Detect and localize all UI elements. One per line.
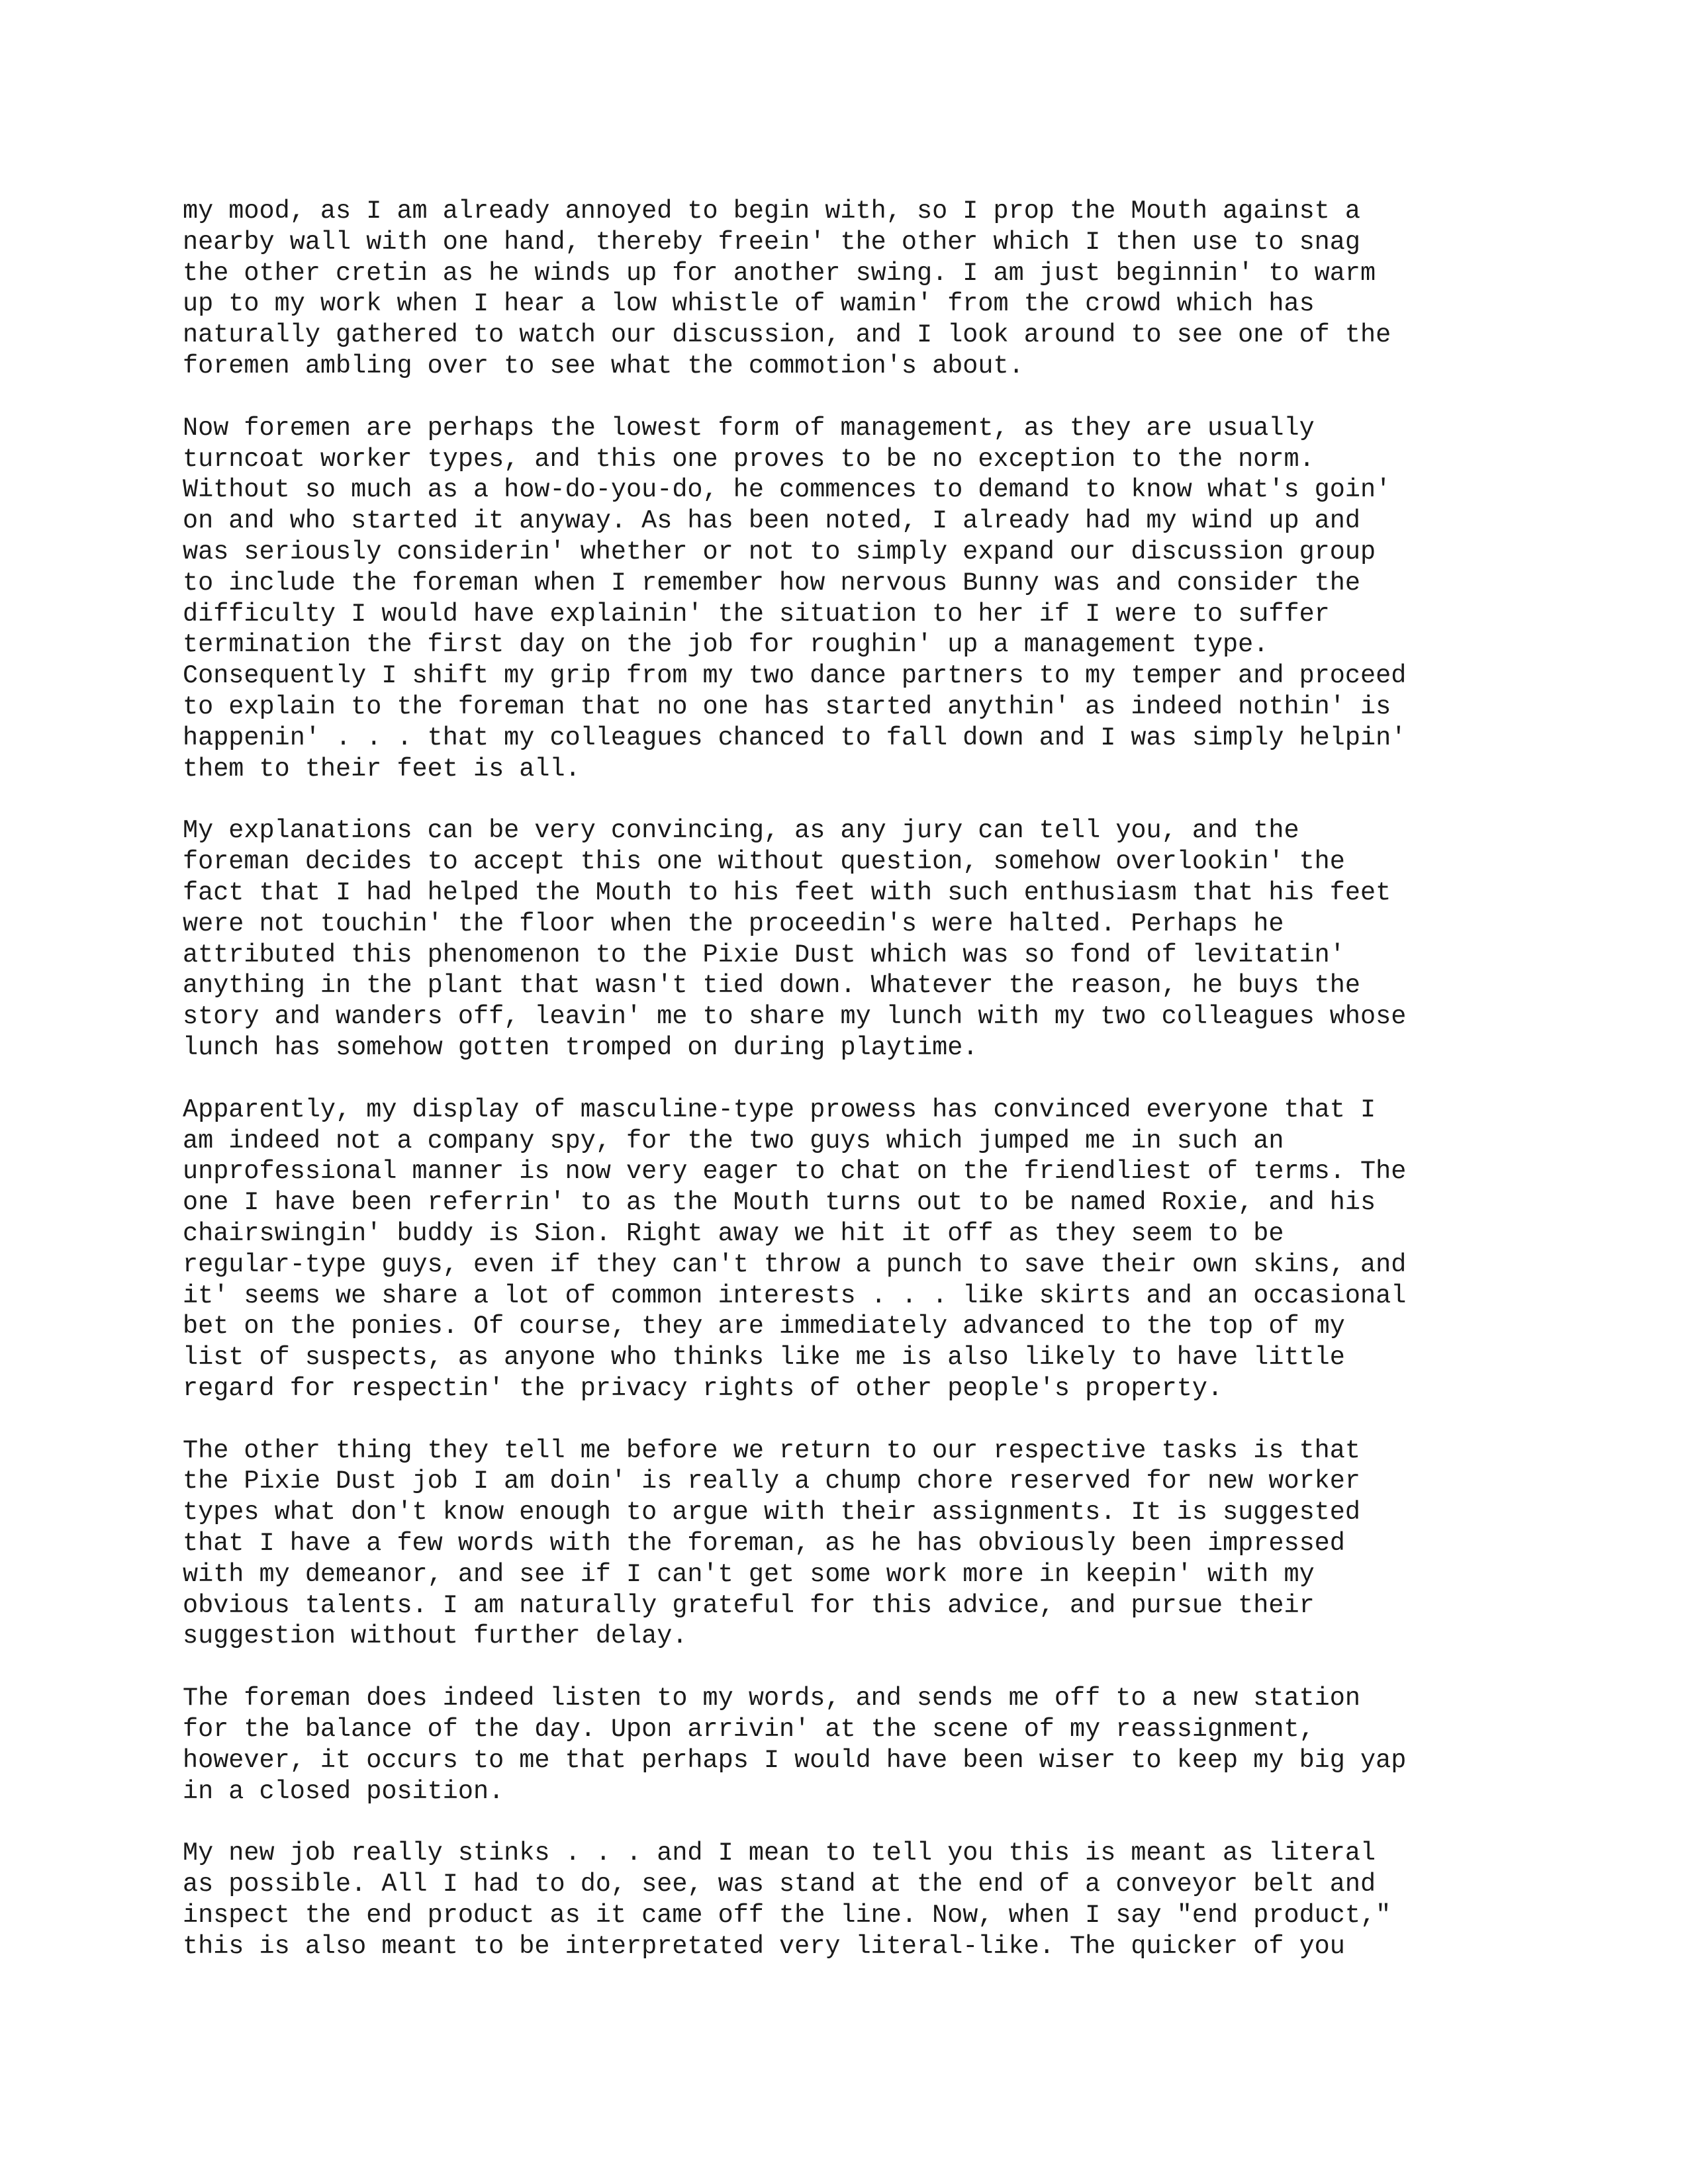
text-line: obvious talents. I am naturally grateful for this advice, and pursue their — [183, 1590, 1315, 1620]
text-line: Now foremen are perhaps the lowest form of management, as they are usually — [183, 413, 1315, 443]
text-line: foreman decides to accept this one without question, somehow overlookin' the — [183, 847, 1345, 877]
text-line: with my demeanor, and see if I can't get some work more in keepin' with my — [183, 1559, 1315, 1589]
text-line: Without so much as a how-do-you-do, he commences to demand to know what's goin' — [183, 475, 1391, 505]
text-line: Consequently I shift my grip from my two dance partners to my temper and proceed — [183, 661, 1407, 691]
text-line: anything in the plant that wasn't tied down. Whatever the reason, he buys the — [183, 971, 1360, 1001]
text-line: bet on the ponies. Of course, they are immediately advanced to the top of my — [183, 1312, 1345, 1342]
text-line: was seriously considerin' whether or not to simply expand our discussion group — [183, 537, 1376, 567]
text-line: to include the foreman when I remember how nervous Bunny was and consider the — [183, 568, 1360, 598]
text-line: on and who started it anyway. As has been noted, I already had my wind up and — [183, 506, 1360, 536]
text-line: the other cretin as he winds up for another swing. I am just beginnin' to warm — [183, 258, 1376, 288]
text-line: them to their feet is all. — [183, 754, 581, 784]
text-line: happenin' . . . that my colleagues chanced to fall down and I was simply helpin' — [183, 723, 1407, 752]
text-line: suggestion without further delay. — [183, 1621, 688, 1651]
text-line: were not touchin' the floor when the proceedin's were halted. Perhaps he — [183, 909, 1284, 938]
text-line: My new job really stinks . . . and I mean to tell you this is meant as literal — [183, 1839, 1376, 1868]
text-line: The foreman does indeed listen to my words, and sends me off to a new station — [183, 1684, 1360, 1713]
text-line: unprofessional manner is now very eager to chat on the friendliest of terms. The — [183, 1157, 1407, 1187]
text-line: story and wanders off, leavin' me to share my lunch with my two colleagues whose — [183, 1002, 1407, 1032]
paragraph — [183, 1435, 1540, 1653]
text-line: as possible. All I had to do, see, was stand at the end of a conveyor belt and — [183, 1870, 1376, 1899]
text-line: termination the first day on the job for roughin' up a management type. — [183, 630, 1269, 660]
text-line: in a closed position. — [183, 1776, 504, 1806]
text-line: regard for respectin' the privacy rights of other people's property. — [183, 1373, 1223, 1403]
text-line: My explanations can be very convincing, as any jury can tell you, and the — [183, 816, 1299, 846]
paragraph — [183, 1095, 1540, 1404]
text-line: however, it occurs to me that perhaps I would have been wiser to keep my big yap — [183, 1745, 1407, 1775]
paragraph — [183, 815, 1540, 1063]
body-text — [183, 196, 1540, 1993]
paragraph — [183, 413, 1540, 785]
text-line: it' seems we share a lot of common interests . . . like skirts and an occasional — [183, 1281, 1407, 1310]
text-line: attributed this phenomenon to the Pixie Dust which was so fond of levitatin' — [183, 940, 1345, 970]
text-line: inspect the end product as it came off the line. Now, when I say "end product," — [183, 1901, 1391, 1931]
text-line: naturally gathered to watch our discussion, and I look around to see one of the — [183, 320, 1391, 350]
text-line: one I have been referrin' to as the Mouth turns out to be named Roxie, and his — [183, 1188, 1376, 1218]
text-line: my mood, as I am already annoyed to begin with, so I prop the Mouth against a — [183, 197, 1360, 226]
text-line: regular-type guys, even if they can't throw a punch to save their own skins, and — [183, 1250, 1407, 1279]
text-line: types what don't know enough to argue with their assignments. It is suggested — [183, 1498, 1360, 1527]
paragraph — [183, 1683, 1540, 1807]
text-line: lunch has somehow gotten tromped on during playtime. — [183, 1032, 978, 1062]
text-line: this is also meant to be interpretated very literal-like. The quicker of you — [183, 1931, 1345, 1961]
text-line: difficulty I would have explainin' the situation to her if I were to suffer — [183, 599, 1330, 629]
text-line: for the balance of the day. Upon arrivin' at the scene of my reassignment, — [183, 1715, 1315, 1745]
text-line: foremen ambling over to see what the commotion's about. — [183, 351, 1024, 381]
text-line: that I have a few words with the foreman, as he has obviously been impressed — [183, 1529, 1345, 1559]
paragraph — [183, 196, 1540, 382]
text-line: list of suspects, as anyone who thinks like me is also likely to have little — [183, 1343, 1345, 1373]
text-line: up to my work when I hear a low whistle of wamin' from the crowd which has — [183, 289, 1315, 319]
paragraph — [183, 1838, 1540, 1962]
text-line: chairswingin' buddy is Sion. Right away we hit it off as they seem to be — [183, 1218, 1284, 1248]
text-line: turncoat worker types, and this one proves to be no exception to the norm. — [183, 444, 1315, 474]
text-line: nearby wall with one hand, thereby freein' the other which I then use to snag — [183, 227, 1360, 257]
text-line: the Pixie Dust job I am doin' is really a chump chore reserved for new worker — [183, 1467, 1360, 1496]
text-line: The other thing they tell me before we return to our respective tasks is that — [183, 1435, 1360, 1465]
text-line: am indeed not a company spy, for the two guys which jumped me in such an — [183, 1126, 1284, 1156]
text-line: fact that I had helped the Mouth to his feet with such enthusiasm that his feet — [183, 878, 1391, 907]
text-line: to explain to the foreman that no one has started anythin' as indeed nothin' is — [183, 692, 1391, 721]
text-line: Apparently, my display of masculine-type prowess has convinced everyone that I — [183, 1095, 1376, 1124]
